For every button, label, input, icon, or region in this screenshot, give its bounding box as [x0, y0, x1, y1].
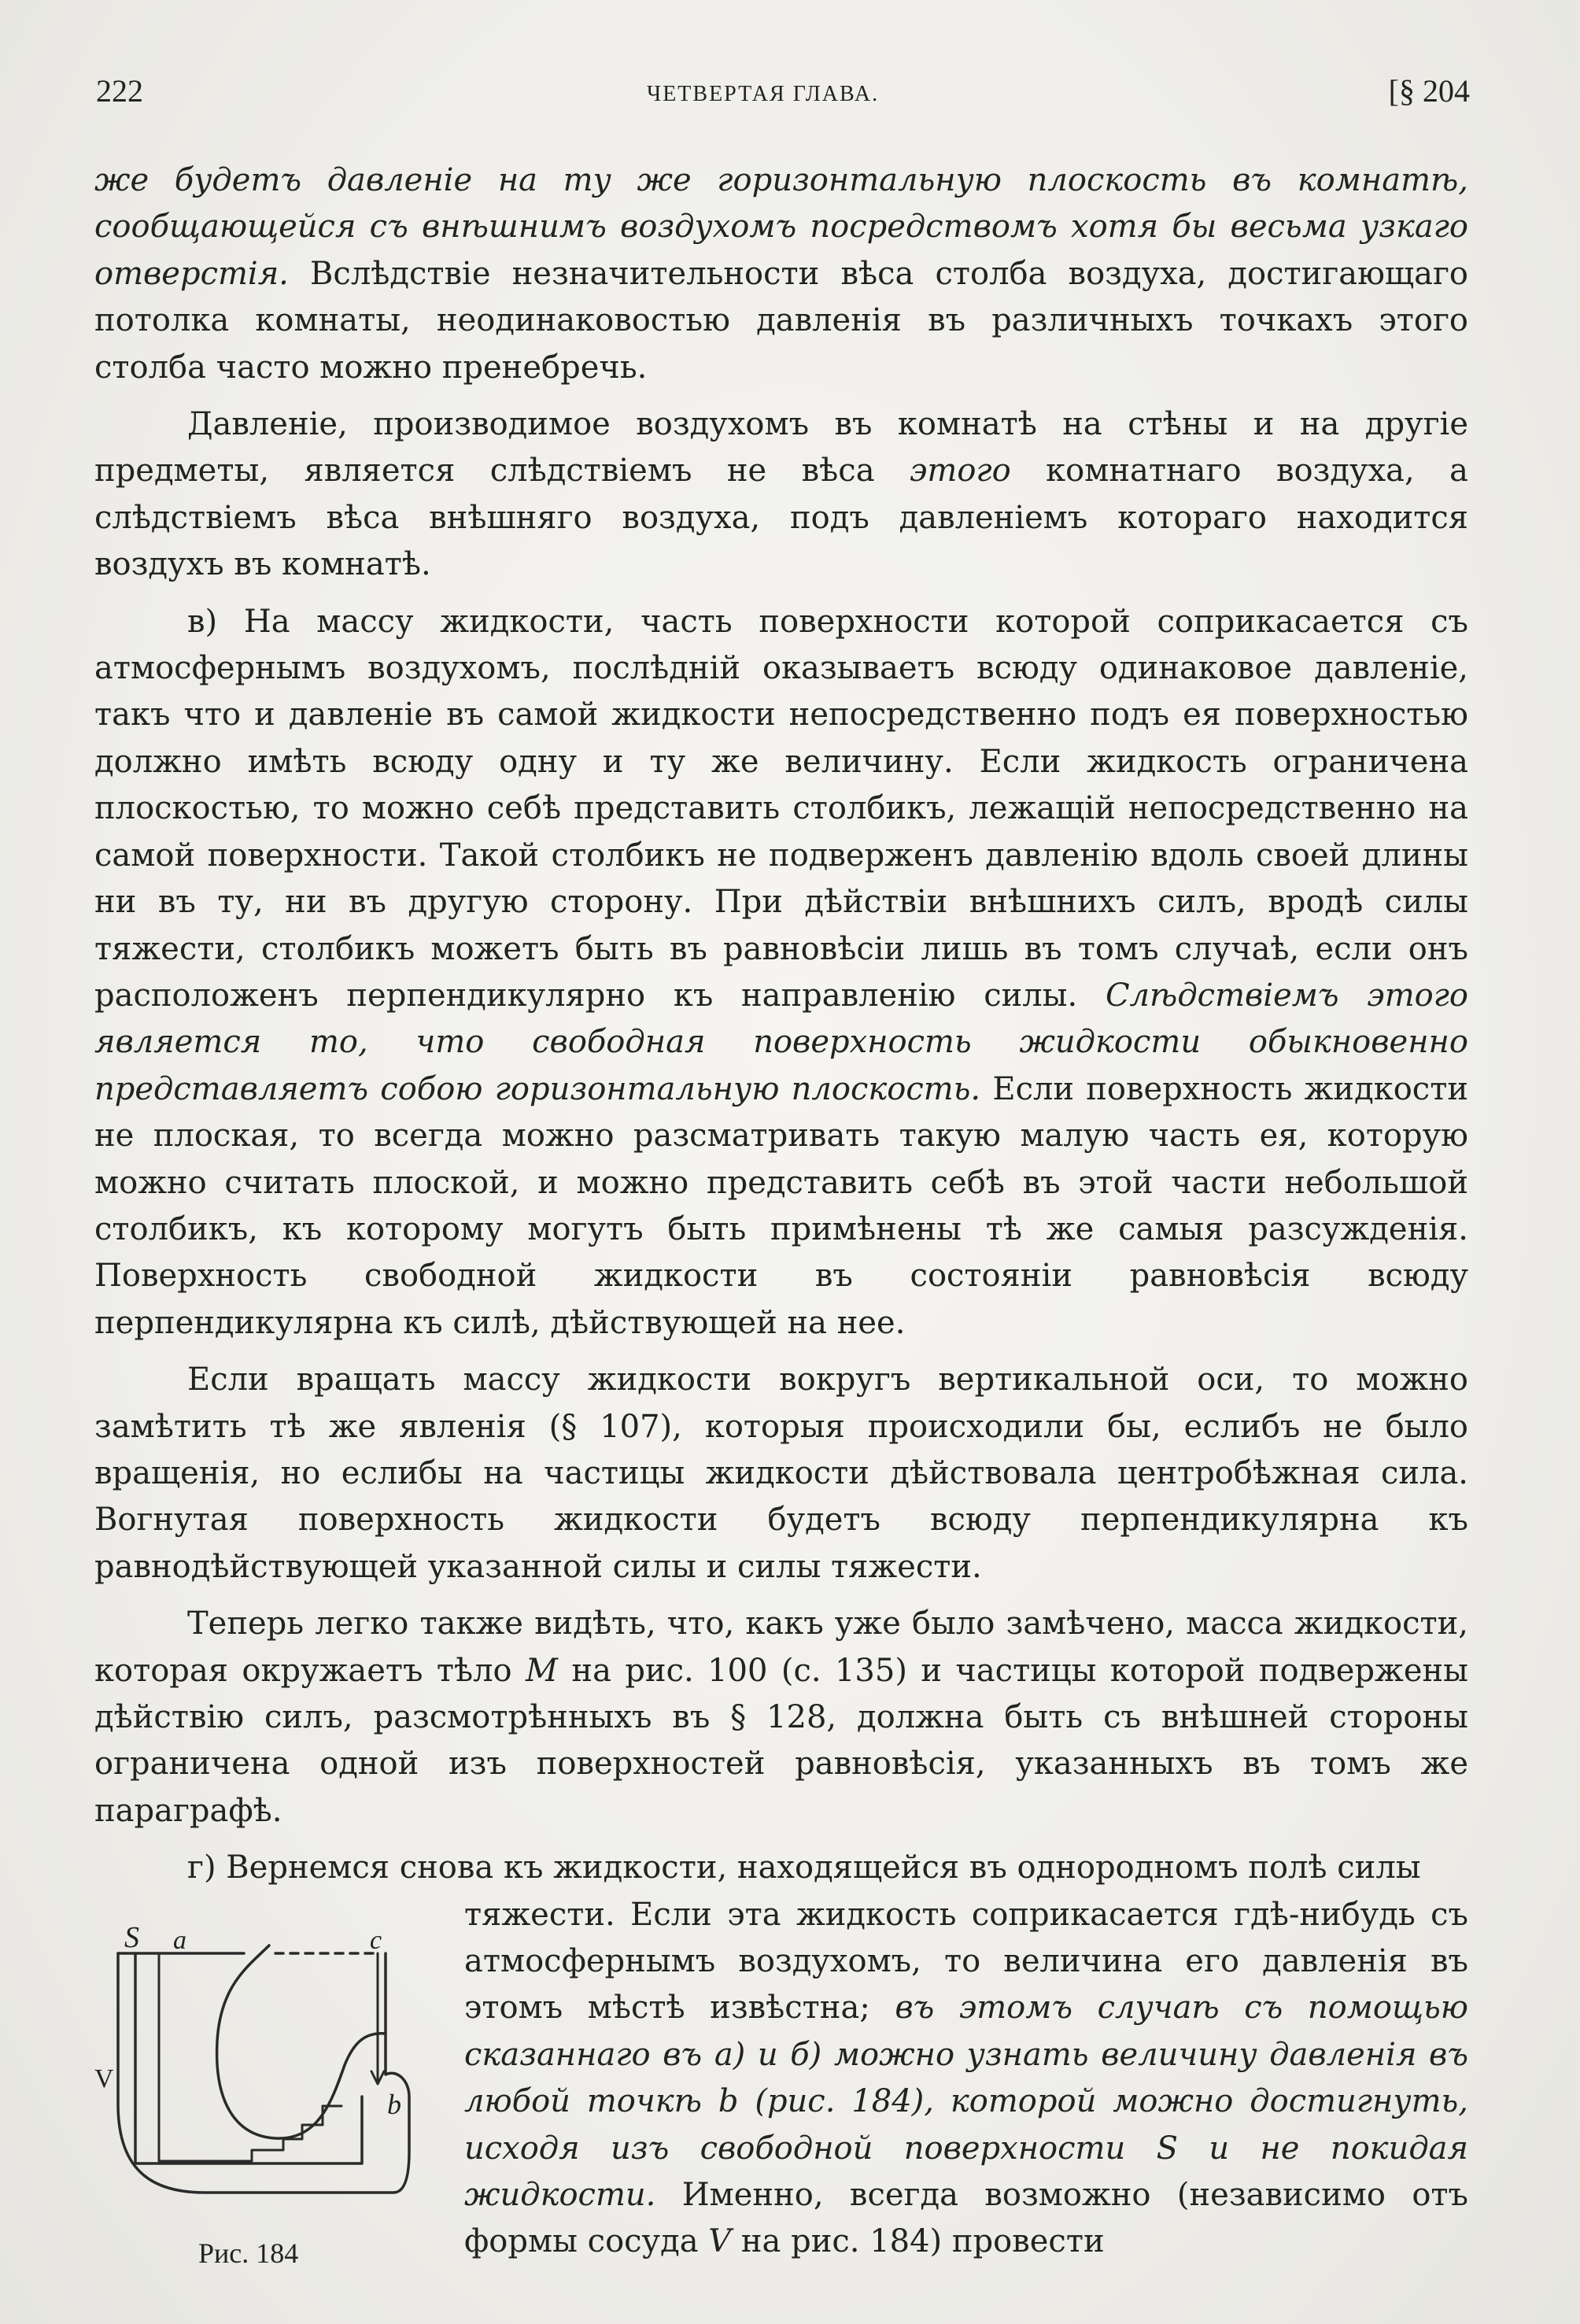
running-head — [96, 72, 1470, 120]
paragraph-6 — [464, 1892, 1468, 2266]
paragraph-5-text-b: на рис. 100 (с. 135) и частицы которой подвержены дѣйствію силъ, разсмотрѣнныхъ въ § 128, должна быть съ внѣшней стороны ограничена одной изъ поверхностей равновѣсія, указанныхъ въ томъ же параграфѣ. — [94, 1652, 1469, 1829]
label-b: b — [387, 2088, 401, 2120]
figure-184 — [94, 1892, 464, 2269]
paragraph-2-text-a: Давленіе, производимое воздухомъ въ комнатѣ на стѣны и на другіе предметы, является слѣдствіемъ не вѣса — [94, 406, 1468, 490]
label-V: V — [94, 2064, 114, 2093]
paragraph-3-text-b: Если поверхность жидкости не плоская, то всегда можно разсматривать такую малую часть ея, которую можно считать плоской, и можно представить себѣ въ этой части небольшой столбикъ, къ которому могутъ быть примѣнены тѣ же самыя разсужденія. Поверхность свободной жидкости въ состояніи равновѣсія всюду перпендикулярна къ силѣ, дѣйствующей на нее. — [94, 1070, 1468, 1341]
paragraph-4-text: Если вращать массу жидкости вокругъ вертикальной оси, то можно замѣтить тѣ же явленія (§ 107), которыя происходили бы, еслибъ не было вращенія, но еслибы на частицы жидкости дѣйствовала центробѣжная сила. Вогнутая поверхность жидкости будетъ всюду перпендикулярна къ равнодѣйствующей указанной силы и силы тяжести. — [94, 1362, 1468, 1585]
label-S: S — [124, 1920, 139, 1954]
paragraph-1-italic: же будетъ давленіе на ту же горизонтальную плоскость въ комнатѣ, сообщающейся съ внѣшнимъ воздухомъ посредствомъ хотя бы весьма узкаго отверстія. — [94, 162, 1468, 292]
paragraph-2-italic: этого — [910, 453, 1011, 490]
paragraph-6-italic-a: въ этомъ случаѣ съ помощью сказаннаго въ а) и б) можно узнать величину давленія въ любой точкѣ b (рис. 184), которой можно достигнуть, исходя изъ свободной поверхности S и не покидая жидкости. — [464, 1990, 1468, 2214]
section-reference: [§ 204 — [1388, 73, 1470, 109]
paragraph-5 — [94, 1601, 1468, 1834]
figure-side-text — [464, 1892, 1468, 2266]
label-c: c — [370, 1925, 382, 1955]
paragraph-6-italic-b: V — [708, 2223, 732, 2260]
body-text — [94, 157, 1469, 2269]
paragraph-6-text-c: на рис. 184) провести — [731, 2223, 1105, 2260]
paragraph-3-italic: Слѣдствіемъ этого является то, что свободная поверхность жидкости обыкновенно представляетъ собою горизонтальную плоскость. — [94, 977, 1468, 1107]
paragraph-6-text-a: тяжести. Если эта жидкость соприкасается гдѣ-нибудь съ атмосфернымъ воздухомъ, то величина его давленія въ этомъ мѣстѣ извѣстна; — [464, 1896, 1468, 2027]
label-a: a — [173, 1925, 186, 1955]
paragraph-3 — [94, 599, 1468, 1347]
paragraph-5-italic: M — [526, 1652, 559, 1689]
paragraph-6-text-b: Именно, всегда возможно (независимо отъ формы сосуда — [464, 2177, 1468, 2260]
paragraph-5-text-a: Теперь легко также видѣть, что, какъ уже было замѣчено, масса жидкости, которая окружаетъ тѣло — [94, 1605, 1468, 1689]
paragraph-6-lead: г) Вернемся снова къ жидкости, находящейся въ однородномъ полѣ силы — [187, 1849, 1421, 1886]
paragraph-3-text-a: в) На массу жидкости, часть поверхности которой соприкасается съ атмосфернымъ воздухомъ, послѣдній оказываетъ всюду одинаковое давленіе, такъ что и давленіе въ самой жидкости непосредственно подъ ея поверхностью должно имѣть всюду одну и ту же величину. Если жидкость ограничена плоскостью, то можно себѣ представить столбикъ, лежащій непосредственно на самой поверхности. Такой столбикъ не подверженъ давленію вдоль своей длины ни въ ту, ни въ другую сторону. При дѣйствіи внѣшнихъ силъ, вродѣ силы тяжести, столбикъ можетъ быть въ равновѣсіи лишь въ томъ случаѣ, если онъ расположенъ перпендикулярно къ направленію силы. — [94, 603, 1468, 1014]
paragraph-1-text: Вслѣдствіе незначительности вѣса столба воздуха, достигающаго потолка комнаты, неодинаковостью давленія въ различныхъ точкахъ этого столба часто можно пренебречь. — [94, 255, 1468, 386]
figure-block — [94, 1892, 1468, 2269]
paragraph-2-text-b: комнатнаго воздуха, а слѣдствіемъ вѣса внѣшняго воздуха, подъ давленіемъ котораго находится воздухъ въ комнатѣ. — [94, 453, 1469, 583]
figure-caption: Рис. 184 — [198, 2237, 299, 2269]
paragraph-1 — [94, 157, 1468, 391]
page-number: 222 — [96, 73, 143, 109]
chapter-title: ЧЕТВЕРТАЯ ГЛАВА. — [647, 82, 880, 106]
paragraph-4 — [94, 1357, 1468, 1591]
vessel-diagram — [94, 1920, 464, 2230]
paragraph-2 — [94, 401, 1468, 589]
